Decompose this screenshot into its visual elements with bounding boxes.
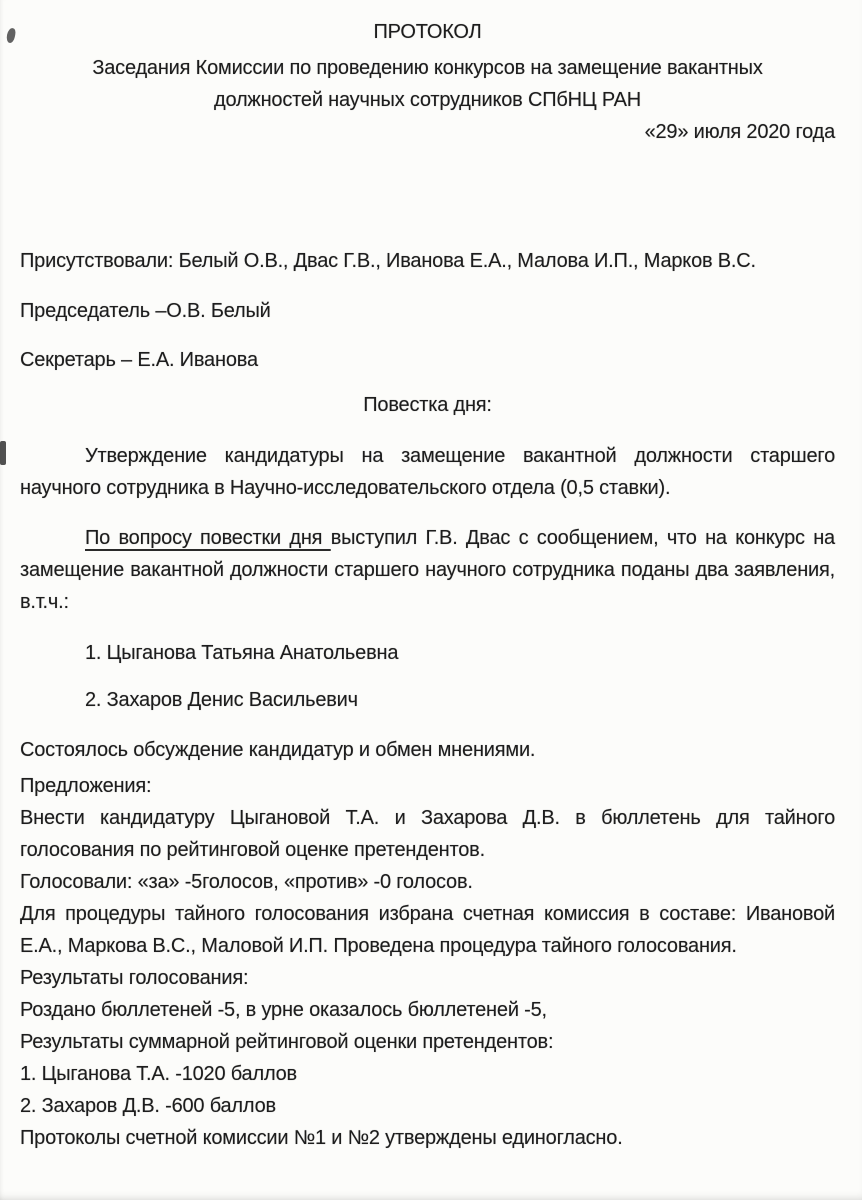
rating-heading: Результаты суммарной рейтинговой оценки претендентов: [20,1031,554,1053]
proposals-heading: Предложения: [20,775,152,797]
agenda-paragraph: Утверждение кандидатуры на замещение вакантной должности старшего научного сотрудника в Научно-исследовательского отдела (0,5 ставки). [20,445,835,499]
secretary-line: Секретарь – Е.А. Иванова [20,349,258,371]
attendees-line: Присутствовали: Белый О.В., Двас Г.В., Иванова Е.А., Малова И.П., Марков В.С. [20,250,756,272]
document-subtitle-line2: должностей научных сотрудников СПбНЦ РАН [213,89,642,111]
candidate-item-2: 2. Захаров Денис Васильевич [85,689,358,711]
scan-artifact [0,441,6,465]
document-date: «29» июля 2020 года [644,121,835,143]
commission-paragraph: Для процедуры тайного голосования избрана счетная комиссия в составе: Ивановой Е.А., Маркова В.С., Маловой И.П. Проведена процедура тайного голосования. [20,903,835,957]
speech-rest-text: выступил Г.В. Двас с сообщением, что на конкурс на замещение вакантной должности старшего научного сотрудника поданы два заявления, в.т.ч.: [20,527,835,613]
document-subtitle-line1: Заседания Комиссии по проведению конкурсов на замещение вакантных [92,57,763,79]
agenda-heading: Повестка дня: [363,394,492,416]
ballots-line: Роздано бюллетеней -5, в урне оказалось бюллетеней -5, [20,999,547,1021]
discussion-line: Состоялось обсуждение кандидатур и обмен мнениями. [20,739,536,761]
final-line: Протоколы счетной комиссии №1 и №2 утверждены единогласно. [20,1127,623,1149]
rating-result-2: 2. Захаров Д.В. -600 баллов [20,1095,276,1117]
chairman-line: Председатель –О.В. Белый [20,300,271,322]
speech-underlined-phrase: По вопросу повестки дня [85,527,331,549]
voting-line: Голосовали: «за» -5голосов, «против» -0 голосов. [20,871,473,893]
results-heading: Результаты голосования: [20,967,249,989]
speech-paragraph [20,522,835,618]
proposal-paragraph: Внести кандидатуру Цыгановой Т.А. и Захарова Д.В. в бюллетень для тайного голосования по рейтинговой оценке претендентов. [20,807,835,861]
candidate-item-1: 1. Цыганова Татьяна Анатольевна [85,642,399,664]
rating-result-1: 1. Цыганова Т.А. -1020 баллов [20,1063,297,1085]
document-title: ПРОТОКОЛ [373,21,482,43]
